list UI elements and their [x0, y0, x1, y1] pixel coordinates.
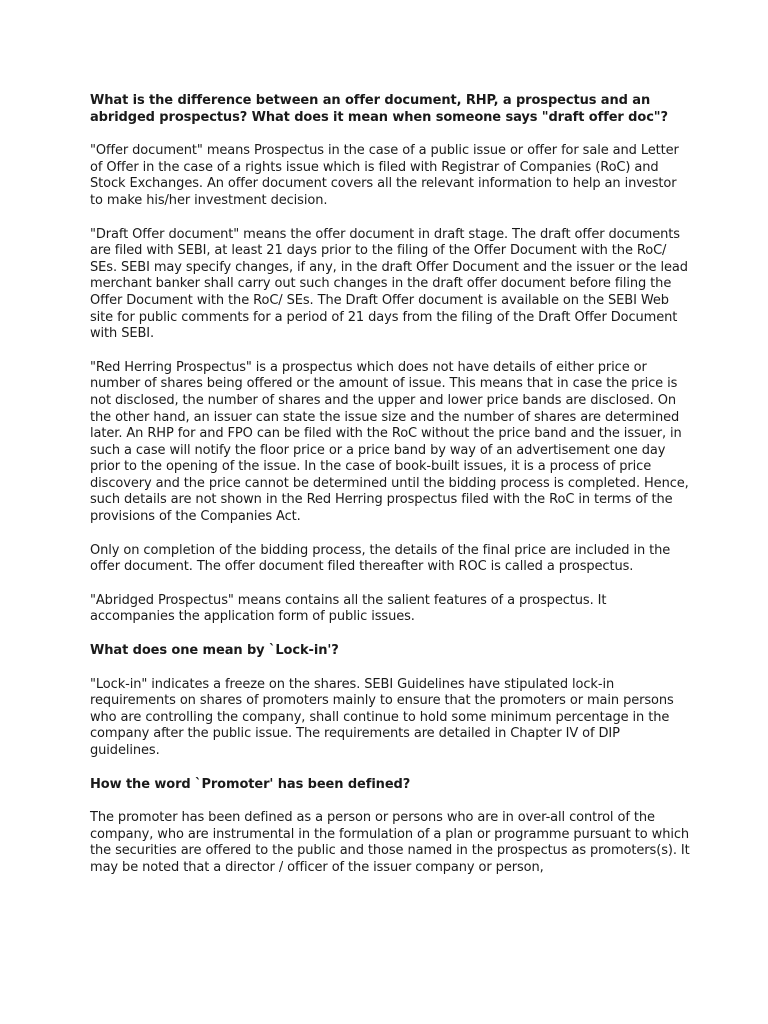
paragraph-draft-offer-document: "Draft Offer document" means the offer document in draft stage. The draft offer documents are filed with SEBI, at least 21 days prior to the filing of the Offer Document with the RoC/ SEs. SEBI may specify changes, if any, in the draft Offer Document and the issuer or the lead merchant banker shall carry out such changes in the draft offer document before filing the Offer Document with the RoC/ SEs. The Draft Offer document is available on the SEBI Web site for public comments for a period of 21 days from the filing of the Draft Offer Document with SEBI. [90, 226, 688, 342]
paragraph-abridged-prospectus: "Abridged Prospectus" means contains all the salient features of a prospectus. It accompanies the application form of public issues. [90, 592, 607, 625]
question-heading-promoter: How the word `Promoter' has been defined? [90, 776, 411, 792]
question-heading-lock-in: What does one mean by `Lock-in'? [90, 643, 339, 659]
paragraph-red-herring-prospectus: "Red Herring Prospectus" is a prospectus which does not have details of either price or number of shares being offered or the amount of issue. This means that in case the price is not disclosed, the number of shares and the upper and lower price bands are disclosed. On the other hand, an issuer can state the issue size and the number of shares are determined later. An RHP for and FPO can be filed with the RoC without the price band and the issuer, in such a case will notify the floor price or a price band by way of an advertisement one day prior to the opening of the issue. In the case of book-built issues, it is a process of price discovery and the price cannot be determined until the bidding process is completed. Hence, such details are not shown in the Red Herring prospectus filed with the RoC in terms of the provisions of the Companies Act. [90, 359, 689, 525]
question-heading-offer-documents: What is the difference between an offer document, RHP, a prospectus and an abridged prospectus? What does it mean when someone says "draft offer doc"? [90, 93, 668, 125]
document-page [90, 93, 690, 894]
paragraph-bidding-completion: Only on completion of the bidding process, the details of the final price are included in the offer document. The offer document filed thereafter with ROC is called a prospectus. [90, 542, 671, 575]
paragraph-offer-document: "Offer document" means Prospectus in the case of a public issue or offer for sale and Letter of Offer in the case of a rights issue which is filed with Registrar of Companies (RoC) and Stock Exchanges. An offer document covers all the relevant information to help an investor to make his/her investment decision. [90, 143, 679, 208]
paragraph-lock-in: "Lock-in" indicates a freeze on the shares. SEBI Guidelines have stipulated lock-in requirements on shares of promoters mainly to ensure that the promoters or main persons who are controlling the company, shall continue to hold some minimum percentage in the company after the public issue. The requirements are detailed in Chapter IV of DIP guidelines. [90, 676, 674, 758]
paragraph-promoter-definition: The promoter has been defined as a person or persons who are in over-all control of the company, who are instrumental in the formulation of a plan or programme pursuant to which the securities are offered to the public and those named in the prospectus as promoters(s). It may be noted that a director / officer of the issuer company or person, [90, 810, 690, 875]
